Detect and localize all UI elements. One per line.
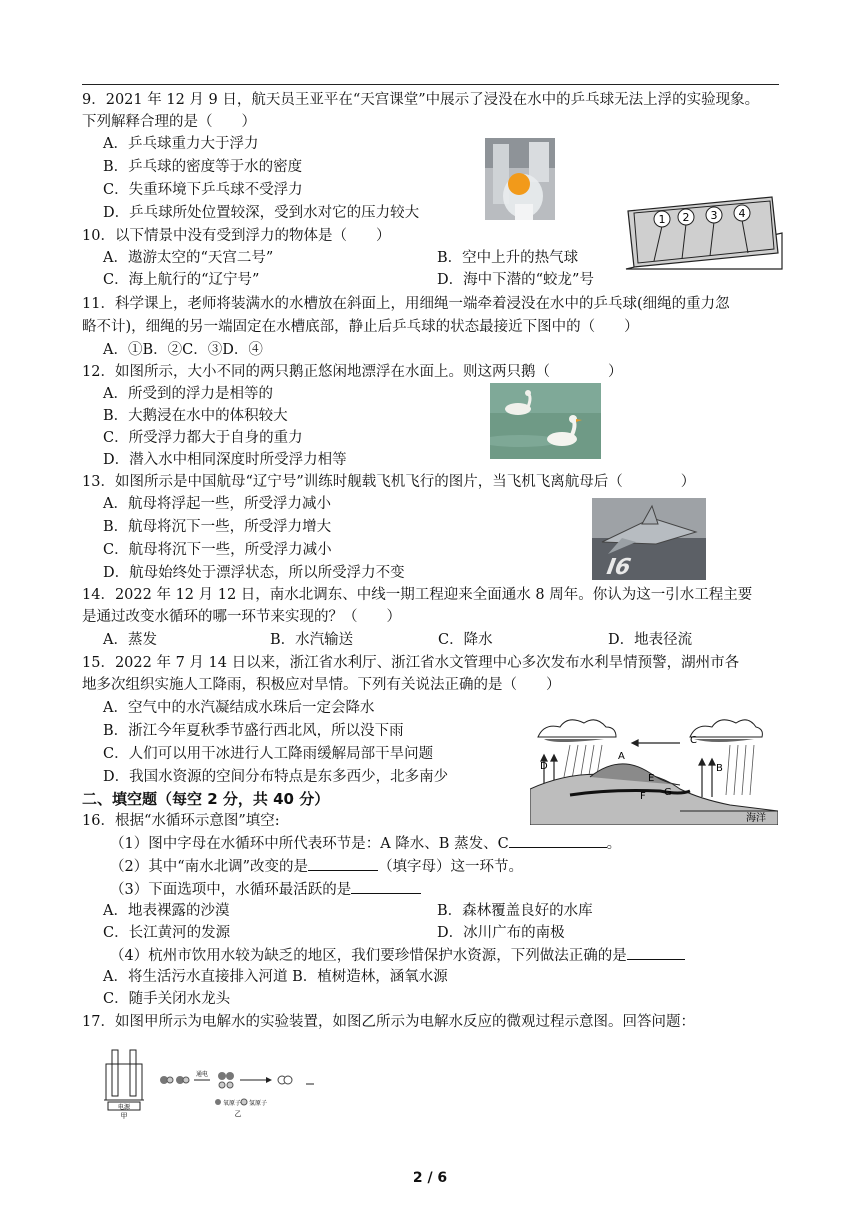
q10-option-b: B．空中上升的热气球 [437, 250, 579, 266]
q14-option-a: A．蒸发 [103, 632, 157, 648]
q14-option-d: D．地表径流 [608, 632, 693, 648]
diagram-label-g: G [664, 787, 672, 798]
svg-text:I6: I6 [602, 554, 635, 580]
water-cycle-diagram [530, 715, 778, 825]
q16-blank-4[interactable] [627, 945, 685, 960]
ball-label-2: 2 [682, 211, 690, 224]
q14-stem-line1: 14．2022 年 12 月 12 日，南水北调东、中线一期工程迎来全面通水 8 周年。你认为这一引水工程主要 [82, 587, 753, 603]
q13-option-c: C．航母将沉下一些，所受浮力减小 [103, 542, 332, 558]
q15-option-c: C．人们可以用干冰进行人工降雨缓解局部干旱问题 [103, 746, 434, 762]
q16-option-d: D．冰川广布的南极 [437, 925, 565, 941]
diagram-label-f: F [640, 791, 646, 802]
q15-stem-line1: 15．2022 年 7 月 14 日以来，浙江省水利厅、浙江省水文管理中心多次发布水利旱情预警，湖州市各 [82, 655, 740, 671]
q16-part4 [110, 945, 685, 966]
page-number: 2 / 6 [412, 1170, 448, 1186]
q16-part2-end: （填字母）这一环节。 [378, 859, 524, 875]
q15-option-d: D．我国水资源的空间分布特点是东多西少，北多南少 [103, 769, 449, 785]
q9-option-a: A．乒乓球重力大于浮力 [103, 136, 259, 152]
q16-option-c: C．长江黄河的发源 [103, 925, 231, 941]
q16-stem: 16．根据“水循环示意图”填空: [82, 813, 280, 829]
q16-part1 [110, 833, 621, 854]
electrolysis-diagram [100, 1044, 320, 1120]
q13-option-d: D．航母始终处于漂浮状态，所以所受浮力不变 [103, 565, 405, 581]
diagram-label-b: B [716, 763, 723, 774]
q9-option-c: C．失重环境下乒乓球不受浮力 [103, 182, 303, 198]
q16-option-a: A．地表裸露的沙漠 [103, 903, 230, 919]
q16-part4-text: （4）杭州市饮用水较为缺乏的地区，我们要珍惜保护水资源，下列做法正确的是 [110, 948, 627, 964]
q16-blank-3[interactable] [351, 879, 421, 894]
q11-options: A．①B．②C．③D．④ [103, 342, 263, 358]
q9-option-b: B．乒乓球的密度等于水的密度 [103, 159, 303, 175]
q12-option-d: D．潜入水中相同深度时所受浮力相等 [103, 452, 347, 468]
carrier-jet-photo [592, 498, 706, 580]
fig-jia-label: 甲 [120, 1112, 128, 1120]
q9-stem-line2: 下列解释合理的是（ ） [82, 114, 256, 130]
q15-stem-line2: 地多次组织实施人工降雨，积极应对旱情。下列有关说法正确的是（ ） [82, 677, 561, 693]
q16-blank-2[interactable] [308, 856, 378, 871]
ball-label-1: 1 [658, 213, 666, 226]
ball-label-4: 4 [738, 207, 746, 220]
header-rule [82, 84, 779, 85]
q9-option-d: D．乒乓球所处位置较深，受到水对它的压力较大 [103, 205, 420, 221]
q13-stem: 13．如图所示是中国航母“辽宁号”训练时舰载飞机飞行的图片，当飞机飞离航母后（ ） [82, 474, 696, 490]
q9-stem-line1: 9．2021 年 12 月 9 日，航天员王亚平在“天宫课堂”中展示了浸没在水中的乒乓球无法上浮的实验现象。 [82, 92, 760, 108]
diagram-label-ocean: 海洋 [746, 813, 766, 824]
o-atom-label: 氧原子 [223, 1100, 242, 1107]
q11-stem-line2: 略不计)，细绳的另一端固定在水槽底部，静止后乒乓球的状态最接近下图中的（ ） [82, 319, 639, 335]
q10-stem: 10．以下情景中没有受到浮力的物体是（ ） [82, 228, 391, 244]
q16-blank-1[interactable] [509, 833, 607, 848]
q12-option-b: B．大鹅浸在水中的体积较大 [103, 408, 288, 424]
q14-option-c: C．降水 [438, 632, 493, 648]
diagram-label-c: C [690, 735, 697, 746]
q16-part1-end: 。 [606, 836, 622, 852]
diagram-label-e: E [648, 773, 655, 784]
q16-part3-text: （3）下面选项中，水循环最活跃的是 [110, 882, 352, 898]
tank-on-slope-diagram [624, 193, 784, 271]
q13-option-a: A．航母将浮起一些，所受浮力减小 [103, 496, 331, 512]
q16-part4-option-c: C．随手关闭水龙头 [103, 991, 231, 1007]
q12-stem: 12．如图所示，大小不同的两只鹅正悠闲地漂浮在水面上。则这两只鹅（ ） [82, 364, 623, 380]
q14-stem-line2: 是通过改变水循环的哪一环节来实现的？（ ） [82, 609, 401, 625]
q16-part3 [110, 879, 421, 900]
section-title: 二、填空题（每空 2 分，共 40 分） [82, 790, 330, 808]
geese-photo [490, 383, 601, 459]
tongdian-label: 通电 [195, 1071, 209, 1078]
q16-option-b: B．森林覆盖良好的水库 [437, 903, 593, 919]
power-label: 电源 [117, 1104, 131, 1111]
q11-stem-line1: 11．科学课上，老师将装满水的水槽放在斜面上，用细绳一端牵着浸没在水中的乒乓球(细绳的重力忽 [82, 296, 730, 312]
q10-option-d: D．海中下潜的“蛟龙”号 [437, 272, 594, 288]
fig-yi-label: 乙 [234, 1110, 242, 1118]
diagram-label-a: A [618, 751, 625, 762]
q16-part1-text: （1）图中字母在水循环中所代表环节是：A 降水、B 蒸发、C [110, 836, 509, 852]
q17-stem: 17．如图甲所示为电解水的实验装置，如图乙所示为电解水反应的微观过程示意图。回答问题： [82, 1014, 695, 1030]
q13-option-b: B．航母将沉下一些，所受浮力增大 [103, 519, 332, 535]
astronaut-pingpong-photo [485, 138, 555, 220]
q16-part2-text: （2）其中“南水北调”改变的是 [110, 859, 309, 875]
q12-option-a: A．所受到的浮力是相等的 [103, 386, 273, 402]
diagram-label-d: D [540, 761, 548, 772]
q16-part2 [110, 856, 523, 877]
q16-part4-options-ab: A．将生活污水直接排入河道 B．植树造林，涵氧水源 [103, 969, 448, 985]
q12-option-c: C．所受浮力都大于自身的重力 [103, 430, 303, 446]
q10-option-c: C．海上航行的“辽宁号” [103, 272, 260, 288]
h-atom-label: 氢原子 [249, 1100, 268, 1107]
q14-option-b: B．水汽输送 [270, 632, 354, 648]
ball-label-3: 3 [710, 209, 718, 222]
q15-option-a: A．空气中的水汽凝结成水珠后一定会降水 [103, 700, 375, 716]
q10-option-a: A．遨游太空的“天宫二号” [103, 250, 274, 266]
q15-option-b: B．浙江今年夏秋季节盛行西北风，所以没下雨 [103, 723, 404, 739]
